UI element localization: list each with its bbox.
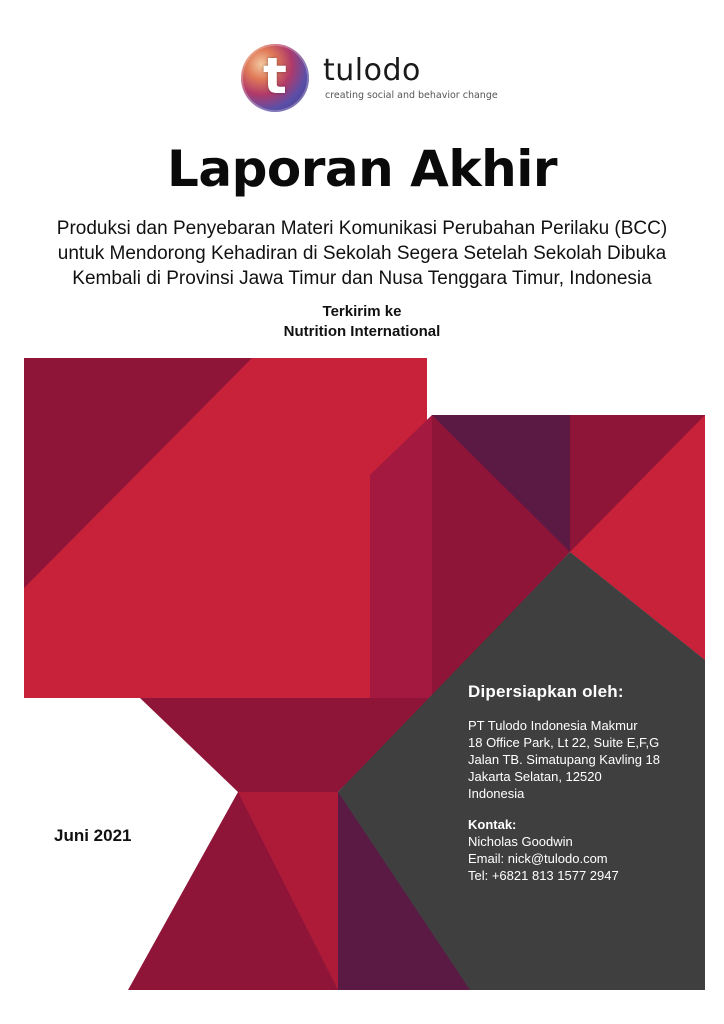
address-line: PT Tulodo Indonesia Makmur [468,718,638,733]
report-date: Juni 2021 [54,826,132,845]
subtitle-line: Kembali di Provinsi Jawa Timur dan Nusa Tenggara Timur, Indonesia [72,268,652,289]
address-line: Jalan TB. Simatupang Kavling 18 [468,752,660,767]
address-line: Indonesia [468,786,525,801]
prepared-by-heading: Dipersiapkan oleh: [468,682,624,701]
subtitle-line: untuk Mendorong Kehadiran di Sekolah Segera Setelah Sekolah Dibuka [57,243,667,264]
contact-phone: Tel: +6821 813 1577 2947 [468,868,619,883]
logo-letter: t [263,47,287,105]
address-line: Jakarta Selatan, 12520 [468,769,602,784]
contact-heading: Kontak: [468,817,517,832]
sent-to-label: Terkirim ke [322,303,402,320]
sent-to-recipient: Nutrition International [283,323,441,340]
logo-tagline: creating social and behavior change [325,90,498,101]
logo-name: tulodo [323,53,421,88]
report-title: Laporan Akhir [167,140,557,198]
address-line: 18 Office Park, Lt 22, Suite E,F,G [468,735,660,750]
subtitle-line: Produksi dan Penyebaran Materi Komunikasi Perubahan Perilaku (BCC) [56,218,668,239]
contact-name: Nicholas Goodwin [468,834,573,849]
contact-email: Email: nick@tulodo.com [468,851,608,866]
prepared-by-block [468,681,708,884]
